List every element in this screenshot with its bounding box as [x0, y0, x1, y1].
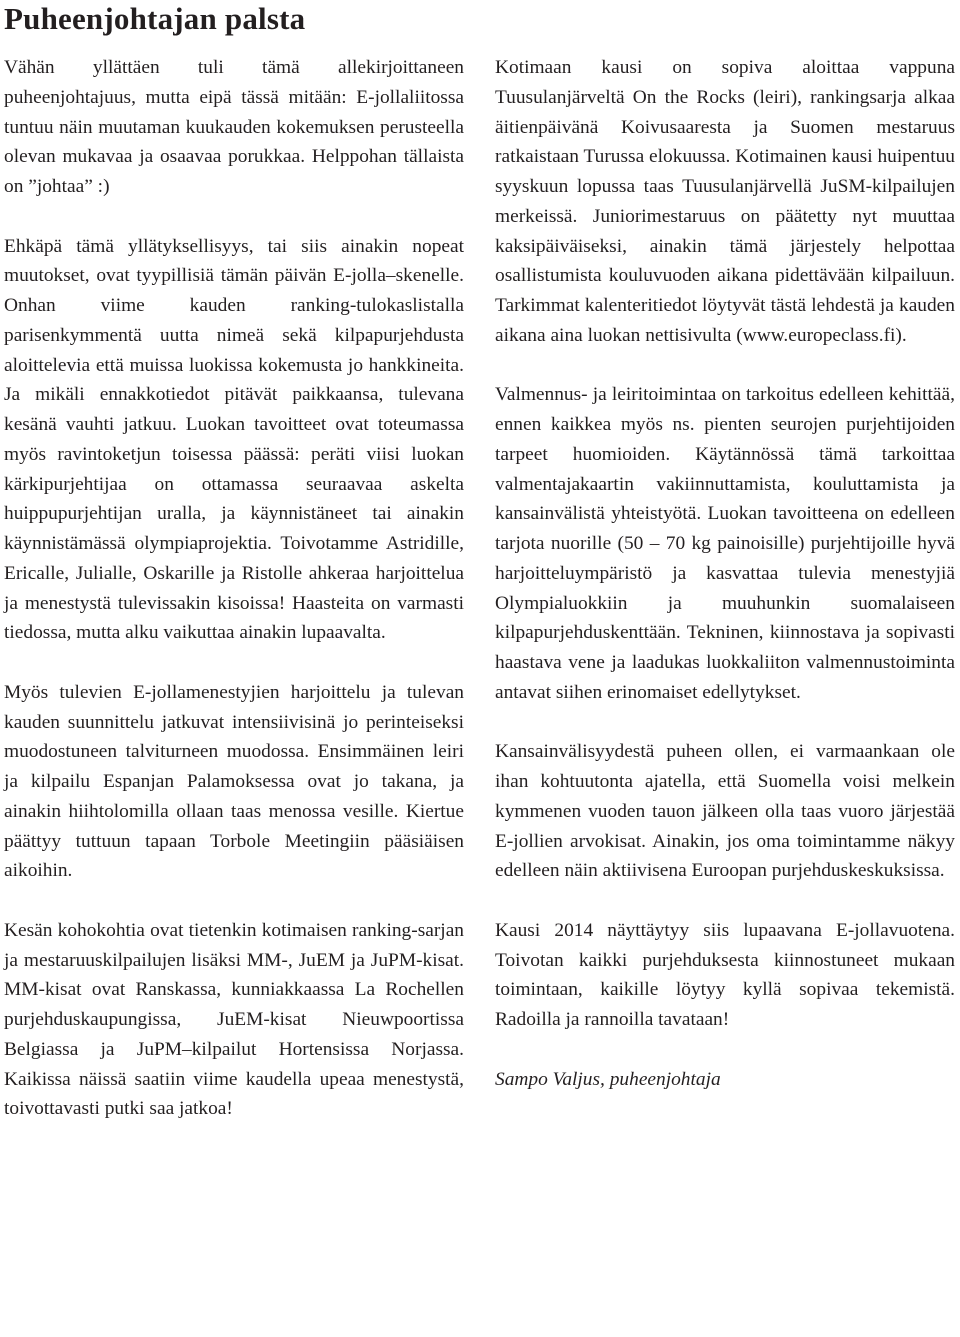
paragraph: Valmennus- ja leiritoimintaa on tarkoitus edelleen kehittää, ennen kaikkea myös ns. pienten seurojen purjehtijoiden tarpeet huomioiden. Käytännössä tämä tarkoittaa valmentajakaartin vakiinnuttamista, kouluttamista ja kansainvälistä yhteistyötä. Luokan tavoitteena on edelleen tarjota nuorille (50 – 70 kg painoisille) purjehtijoille hyvä harjoitteluympäristö ja kasvattaa tulevia menestyjiä Olympialuokkiin ja muuhunkin suomalaiseen kilpapurjehduskenttään. Tekninen, kiinnostava ja sopivasti haastava vene ja laadukas luokkaliiton valmennustoiminta antavat siihen erinomaiset edellytykset.	[495, 384, 955, 703]
paragraph: Kesän kohokohtia ovat tietenkin kotimaisen ranking-sarjan ja mestaruuskilpailujen lisäksi MM-, JuEM ja JuPM-kisat. MM-kisat ovat Ranskassa, kunniakkaassa La Rochellen purjehduskaupungissa, JuEM-kisat Nieuwpoortissa Belgiassa ja JuPM–kilpailut Hortensissa Norjassa. Kaikissa näissä saatiin viime kaudella upeaa menestystä, toivottavasti putki saa jatkoa!	[4, 919, 464, 1120]
paragraph: Vähän yllättäen tuli tämä allekirjoittaneen puheenjohtajuus, mutta eipä tässä mitään: E-jollaliitossa tuntuu näin muutaman kuukauden kokemuksen perusteella olevan mukavaa ja osaavaa porukkaa. Helppohan tällaista on ”johtaa” :)	[4, 57, 464, 197]
paragraph: Myös tulevien E-jollamenestyjien harjoittelu ja tulevan kauden suunnittelu jatkuvat intensiivisinä jo perinteiseksi muodostuneen talviturneen muodossa. Ensimmäinen leiri ja kilpailu Espanjan Palamoksessa ovat jo takana, ja ainakin hiihtolomilla ollaan taas menossa vesille. Kiertue päättyy tuttuun tapaan Torbole Meetingiin pääsiäisen aikoihin.	[4, 681, 464, 882]
article-title: Puheenjohtajan palsta	[4, 1, 306, 36]
paragraph: Kotimaan kausi on sopiva aloittaa vappuna Tuusulanjärveltä On the Rocks (leiri), rankingsarja alkaa äitienpäivänä Koivusaaresta ja Suomen mestaruus ratkaistaan Turussa elokuussa. Kotimainen kausi huipentuu syyskuun lopussa taas Tuusulanjärvellä JuSM-kilpailujen merkeissä. Juniorimestaruus on päätetty nyt muuttaa kaksipäiväiseksi, ainakin tämä järjestely helpottaa osallistumista kouluvuoden aikana pidettävään kilpailuun. Tarkimmat kalenteritiedot löytyvät tästä lehdestä ja kauden aikana aina luokan nettisivulta (www.europeclass.fi).	[495, 57, 955, 346]
right-column	[495, 53, 955, 1094]
author-signature: Sampo Valjus, puheenjohtaja	[495, 1068, 721, 1090]
paragraph: Kausi 2014 näyttäytyy siis lupaavana E-jollavuotena. Toivotan kaikki purjehduksesta kiinnostuneet mukaan toimintaan, kaikille löytyy kyllä sopivaa tekemistä. Radoilla ja rannoilla tavataan!	[495, 919, 955, 1030]
left-column	[4, 53, 464, 1124]
paragraph: Kansainvälisyydestä puheen ollen, ei varmaankaan ole ihan kohtuutonta ajatella, että Suomella voisi melkein kymmenen vuoden tauon jälkeen olla taas vuoro järjestää E-jollien arvokisat. Ainakin, jos oma toimintamme näkyy edelleen näin aktiivisena Euroopan purjehduskeskuksissa.	[495, 741, 955, 882]
paragraph: Ehkäpä tämä yllätyksellisyys, tai siis ainakin nopeat muutokset, ovat tyypillisiä tämän päivän E-jolla–skenelle. Onhan viime kauden ranking-tulokaslistalla parisenkymmentä uutta nimeä sekä kilpapurjehdusta aloittelevia että muissa luokissa kokemusta jo hankkineita. Ja mikäli ennakkotiedot pitävät paikkaansa, tulevana kesänä vauhti jatkuu. Luokan tavoitteet ovat toteumassa myös ravintoketjun toisessa päässä: peräti viisi luokan kärkipurjehtijaa on ottamassa seuraavaa askelta huippupurjehtijan uralla, ja käynnistäneet tai ainakin käynnistämässä olympiaprojektia. Toivotamme Astridille, Ericalle, Julialle, Oskarille ja Ristolle ahkeraa harjoittelua ja menestystä tulevissakin kisoissa! Haasteita on varmasti tiedossa, mutta alku vaikuttaa ainakin lupaavalta.	[4, 235, 464, 644]
